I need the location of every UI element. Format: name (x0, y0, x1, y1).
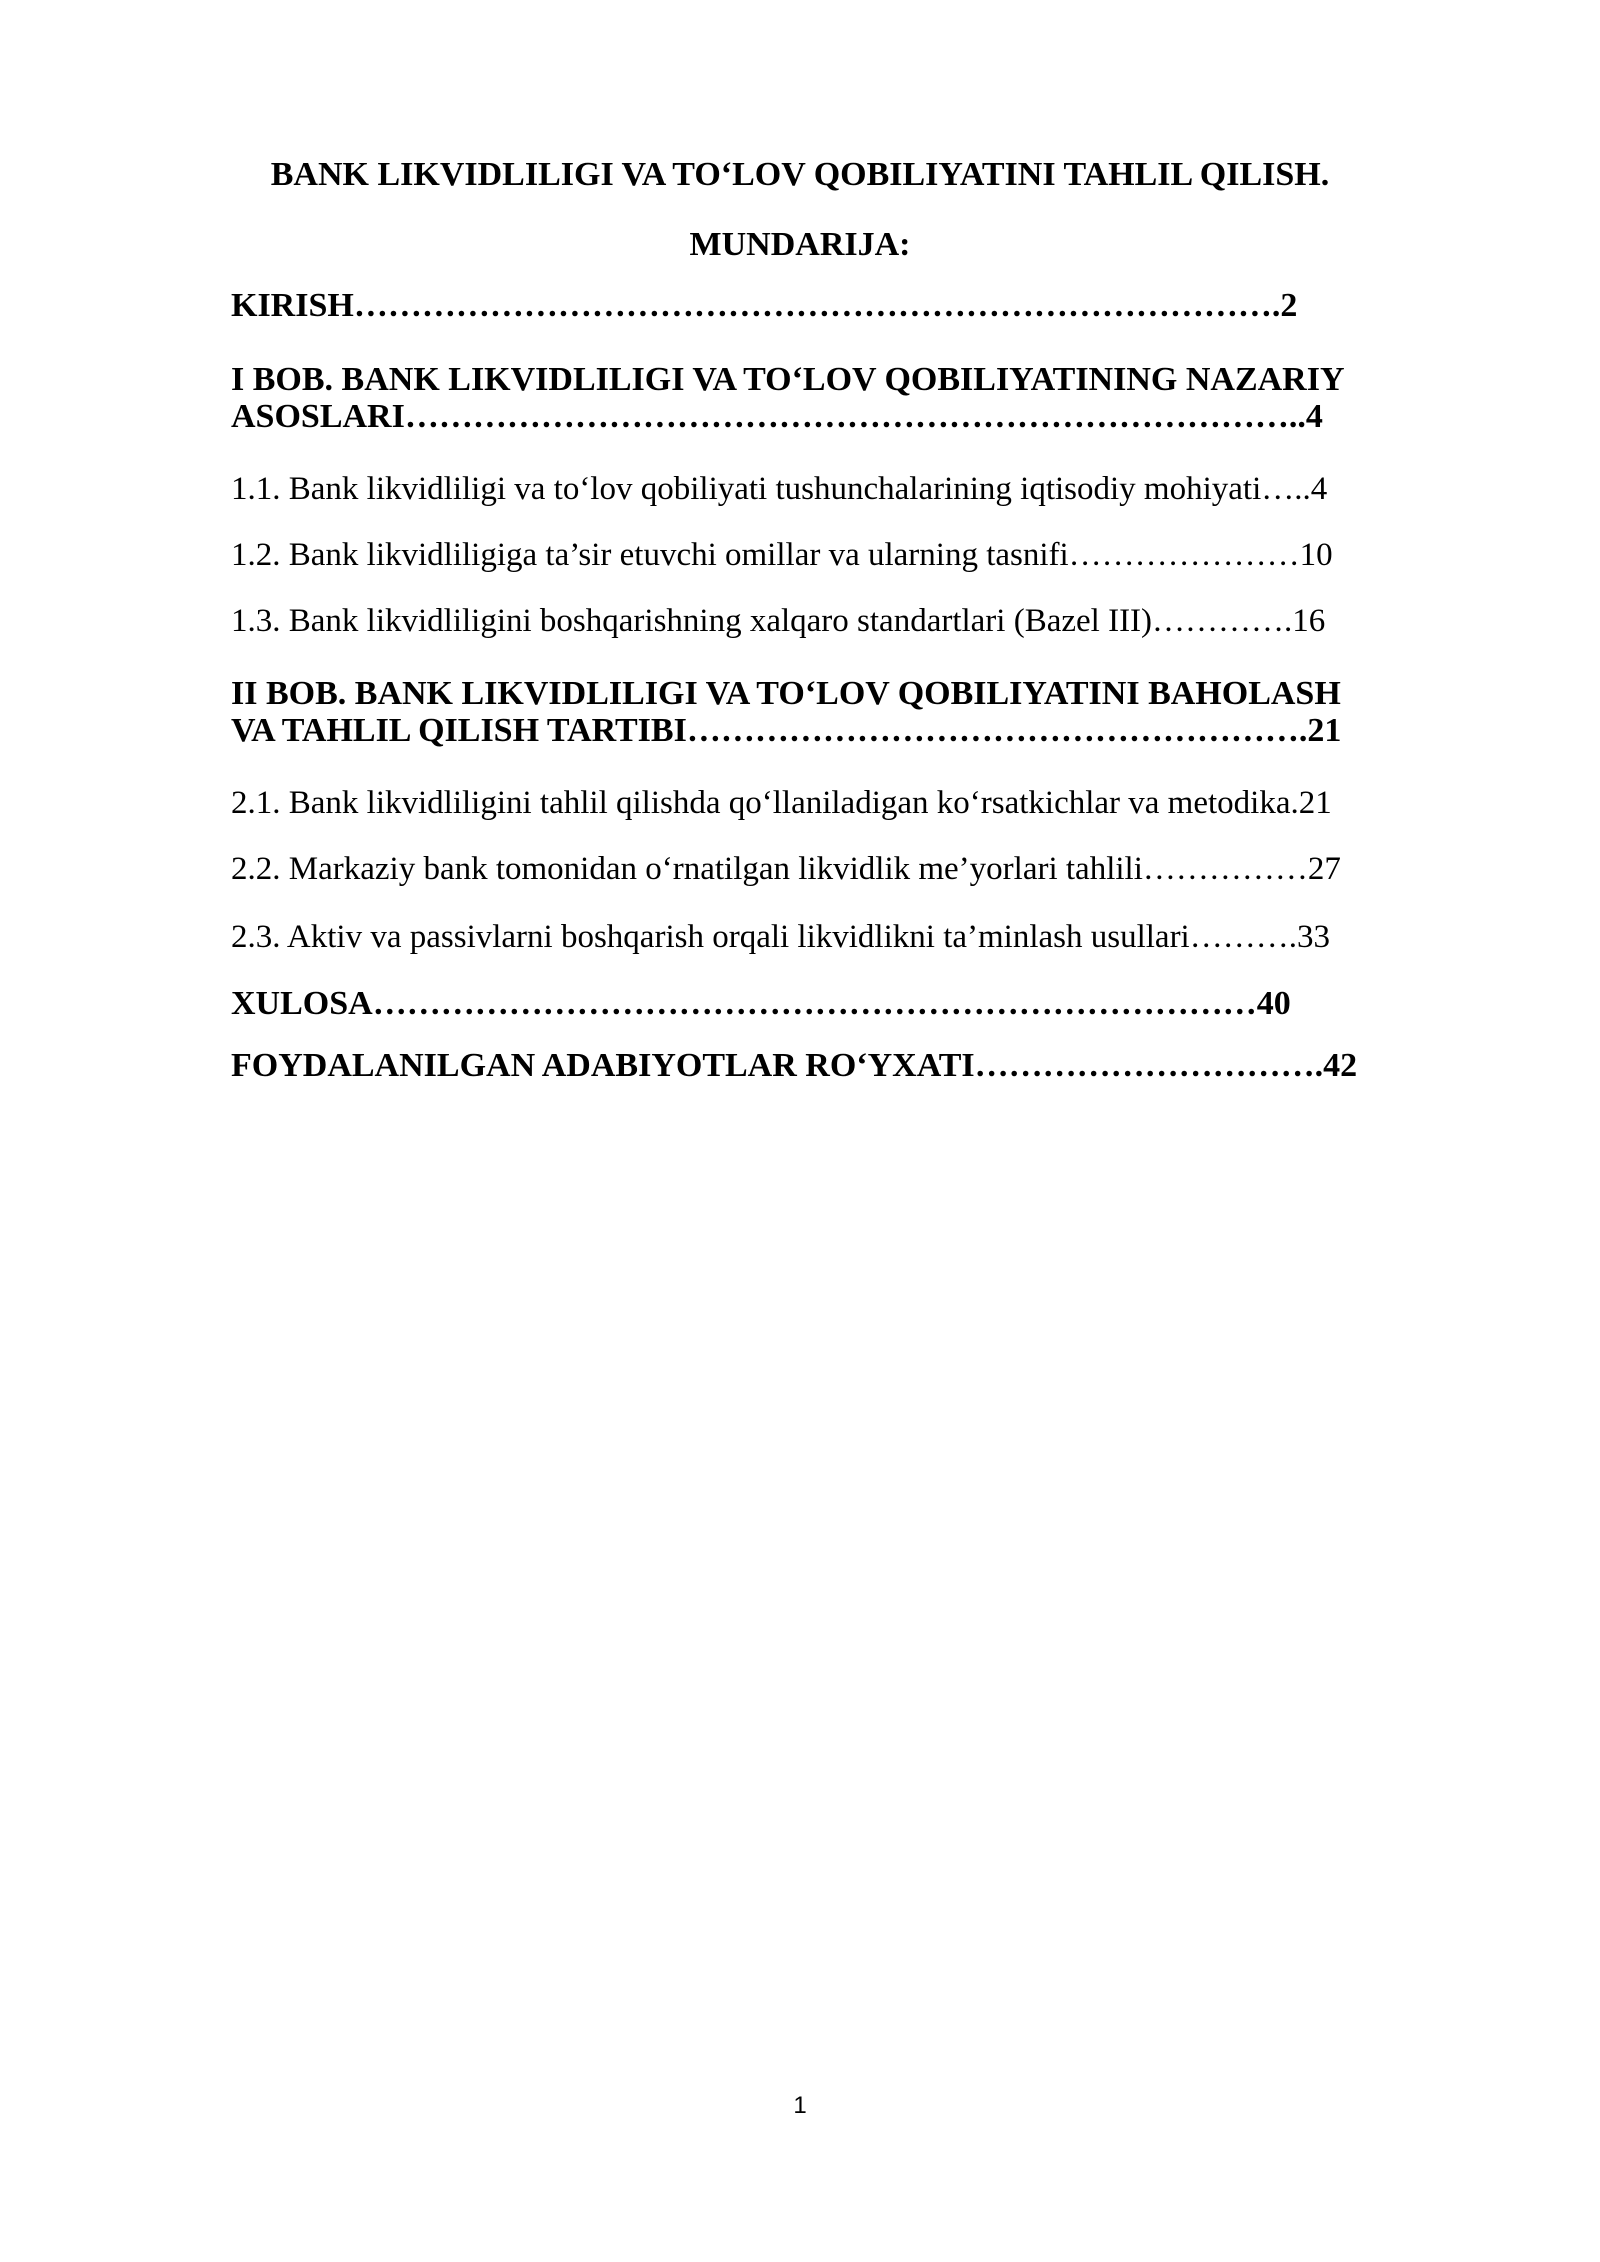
toc-entry-references[interactable] (231, 1047, 1501, 1097)
toc-entry-section-2-3[interactable] (231, 919, 1501, 985)
toc-entry-line: VA TAHLIL QILISH TARTIBI……………………………………………….21 (231, 712, 1342, 749)
toc-entry-xulosa[interactable] (231, 985, 1501, 1047)
toc-entry-section-2-2[interactable] (231, 851, 1501, 919)
toc-entry-text: XULOSA……………………………………………………………………40 (231, 985, 1291, 1022)
toc-entry-section-2-1[interactable] (231, 785, 1501, 851)
toc-entry-text: 2.1. Bank likvidliligini tahlil qilishda qo‘llaniladigan ko‘rsatkichlar va metodika.21 (231, 785, 1332, 821)
toc-entry-chapter-1[interactable] (231, 361, 1501, 471)
document-title: BANK LIKVIDLILIGI VA TO‘LOV QOBILIYATINI TAHLIL QILISH. (270, 156, 1330, 193)
table-of-contents-heading: MUNDARIJA: (689, 226, 911, 263)
toc-entry-line: II BOB. BANK LIKVIDLILIGI VA TO‘LOV QOBILIYATINI BAHOLASH (231, 675, 1341, 712)
toc-entry-section-1-2[interactable] (231, 537, 1501, 603)
toc-entry-section-1-1[interactable] (231, 471, 1501, 537)
toc-entry-text: 2.2. Markaziy bank tomonidan o‘rnatilgan likvidlik me’yorlari tahlili……………27 (231, 851, 1341, 887)
toc-entry-section-1-3[interactable] (231, 603, 1501, 675)
toc-entry-text: 1.2. Bank likvidliligiga ta’sir etuvchi omillar va ularning tasnifi…………………10 (231, 537, 1333, 573)
toc-entry-text: 1.3. Bank likvidliligini boshqarishning xalqaro standartlari (Bazel III)………….16 (231, 603, 1326, 639)
toc-entry-kirish[interactable] (231, 287, 1501, 361)
toc-entry-text: 2.3. Aktiv va passivlarni boshqarish orqali likvidlikni ta’minlash usullari……….33 (231, 919, 1330, 955)
table-of-contents (231, 287, 1501, 1097)
toc-entry-line: ASOSLARI……………………………………………………………………..4 (231, 398, 1323, 435)
toc-entry-text: 1.1. Bank likvidliligi va to‘lov qobiliyati tushunchalarining iqtisodiy mohiyati…..4 (231, 471, 1328, 507)
toc-entry-chapter-2[interactable] (231, 675, 1501, 785)
toc-entry-text: KIRISH……………………………………………………………………….2 (231, 287, 1298, 324)
page-number: 1 (793, 2092, 807, 2119)
toc-entry-text: FOYDALANILGAN ADABIYOTLAR RO‘YXATI………………………….42 (231, 1047, 1358, 1084)
toc-entry-line: I BOB. BANK LIKVIDLILIGI VA TO‘LOV QOBILIYATINING NAZARIY (231, 361, 1345, 398)
